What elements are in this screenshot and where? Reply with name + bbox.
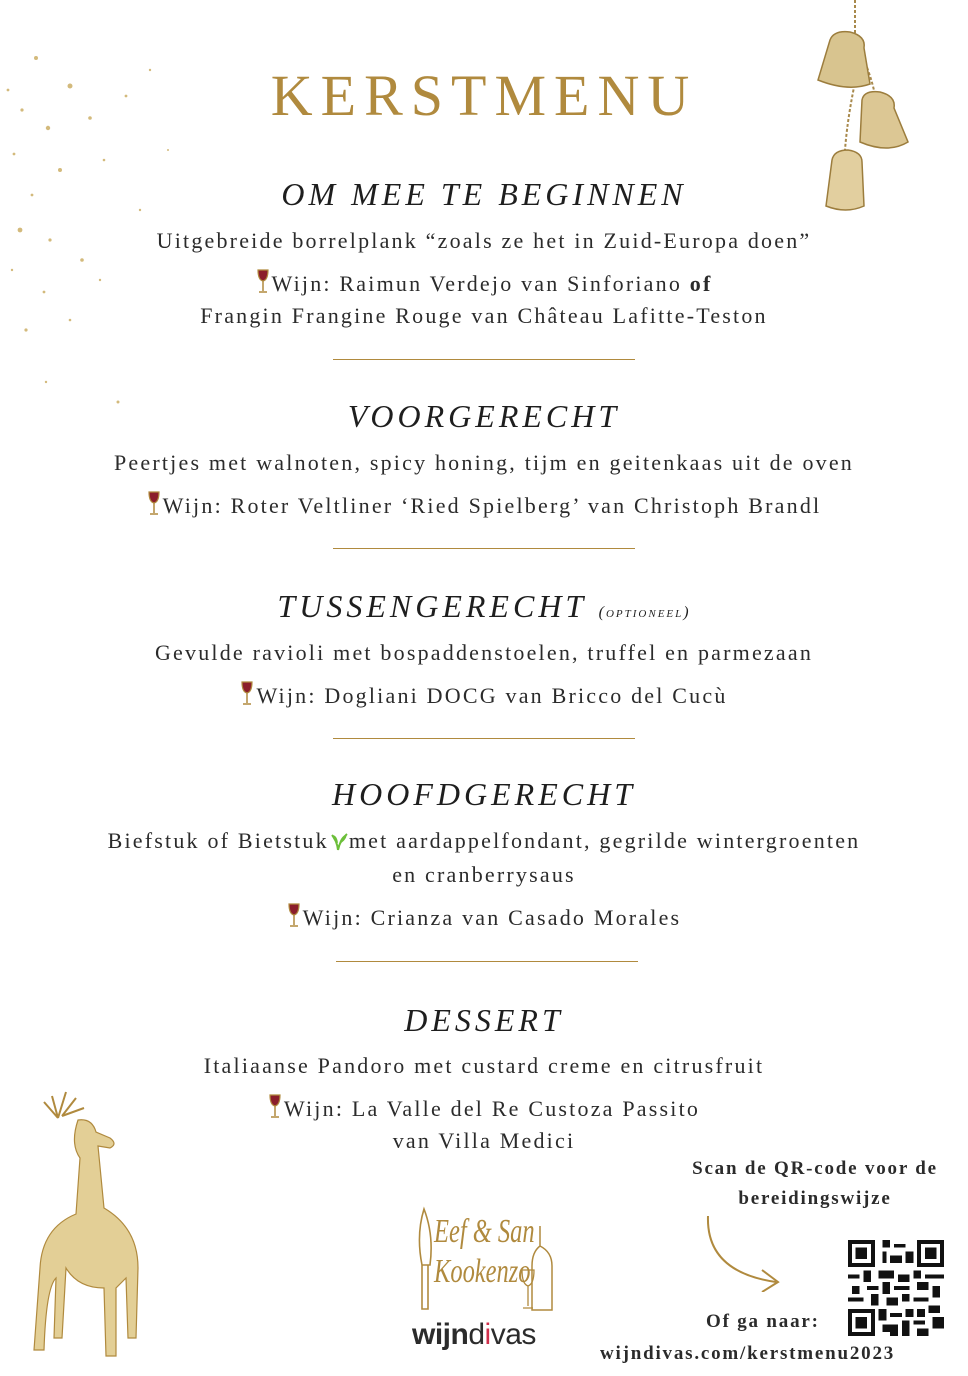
vegetarian-leaf-icon xyxy=(329,831,349,851)
brand-part-a: wijn xyxy=(412,1318,469,1351)
divider-1 xyxy=(333,359,635,360)
wine-glass-icon xyxy=(287,902,301,928)
starter-wine-alt: Frangin Frangine Rouge van Château Lafitte-Teston xyxy=(200,303,768,328)
tussengerecht-heading-text: TUSSENGERECHT xyxy=(277,588,587,624)
hoofdgerecht-dish-line2: en cranberrysaus xyxy=(392,862,576,887)
voorgerecht-dish: Peertjes met walnoten, spicy honing, tijm en geitenkaas uit de oven xyxy=(113,450,855,475)
section-heading-dessert: DESSERT xyxy=(404,1002,564,1038)
goto-label: Of ga naar: xyxy=(706,1311,820,1332)
section-heading-tussengerecht xyxy=(0,588,968,625)
brand-part-b: d xyxy=(468,1318,485,1351)
divider-3 xyxy=(333,738,635,739)
kookenzo-logo xyxy=(434,1212,535,1292)
logo-line2: Kookenzo xyxy=(434,1253,531,1290)
section-heading-hoofdgerecht: HOOFDGERECHT xyxy=(332,776,636,812)
divider-4 xyxy=(336,961,638,962)
tussengerecht-optional-note: (optioneel) xyxy=(598,604,691,621)
wine-glass-icon xyxy=(268,1093,282,1119)
tussengerecht-dish: Gevulde ravioli met bospaddenstoelen, truffel en parmezaan xyxy=(154,640,814,665)
wine-glass-icon xyxy=(147,490,161,516)
hoofdgerecht-wine xyxy=(0,902,968,931)
tussengerecht-wine-text: Wijn: Dogliani DOCG van Bricco del Cucù xyxy=(256,683,728,708)
starter-wine-text: Wijn: Raimun Verdejo van Sinforiano xyxy=(271,271,683,296)
qr-code[interactable] xyxy=(848,1240,944,1336)
wine-bottle-icon xyxy=(518,1222,562,1314)
section-heading-voorgerecht: VOORGERECHT xyxy=(347,398,621,434)
qr-instruction xyxy=(660,1158,968,1210)
brand-part-d: vas xyxy=(490,1318,536,1351)
starter-wine xyxy=(0,268,968,297)
qr-url[interactable]: wijndivas.com/kerstmenu2023 xyxy=(600,1343,896,1364)
dessert-wine-text: Wijn: La Valle del Re Custoza Passito xyxy=(283,1096,701,1121)
dessert-wine-line2: van Villa Medici xyxy=(392,1128,576,1153)
menu-title: KERSTMENU xyxy=(270,63,698,128)
qr-instruction-line2: bereidingswijze xyxy=(738,1188,892,1209)
logo-line1: Eef & San xyxy=(434,1213,535,1250)
brand-part-c: i xyxy=(484,1318,491,1351)
tussengerecht-wine xyxy=(0,680,968,709)
hoofdgerecht-dish-a: Biefstuk of Bietstuk xyxy=(107,828,329,853)
section-heading-starter: OM MEE TE BEGINNEN xyxy=(281,176,687,212)
starter-wine-connector: of xyxy=(689,271,713,296)
arrow-icon xyxy=(700,1212,790,1292)
hoofdgerecht-wine-text: Wijn: Crianza van Casado Morales xyxy=(302,905,682,930)
reindeer-icon xyxy=(18,1088,168,1368)
hoofdgerecht-dish-b: met aardappelfondant, gegrilde wintergroenten xyxy=(348,828,861,853)
voorgerecht-wine-text: Wijn: Roter Veltliner ‘Ried Spielberg’ van Christoph Brandl xyxy=(162,493,822,518)
wine-glass-icon xyxy=(240,680,254,706)
qr-instruction-line1: Scan de QR-code voor de xyxy=(692,1158,938,1179)
dessert-dish: Italiaanse Pandoro met custard creme en citrusfruit xyxy=(203,1053,765,1078)
hoofdgerecht-dish xyxy=(0,828,968,854)
wijndivas-logo xyxy=(412,1318,562,1352)
starter-dish: Uitgebreide borrelplank “zoals ze het in Zuid-Europa doen” xyxy=(156,228,812,253)
divider-2 xyxy=(333,548,635,549)
wine-glass-icon xyxy=(256,268,270,294)
voorgerecht-wine xyxy=(0,490,968,519)
